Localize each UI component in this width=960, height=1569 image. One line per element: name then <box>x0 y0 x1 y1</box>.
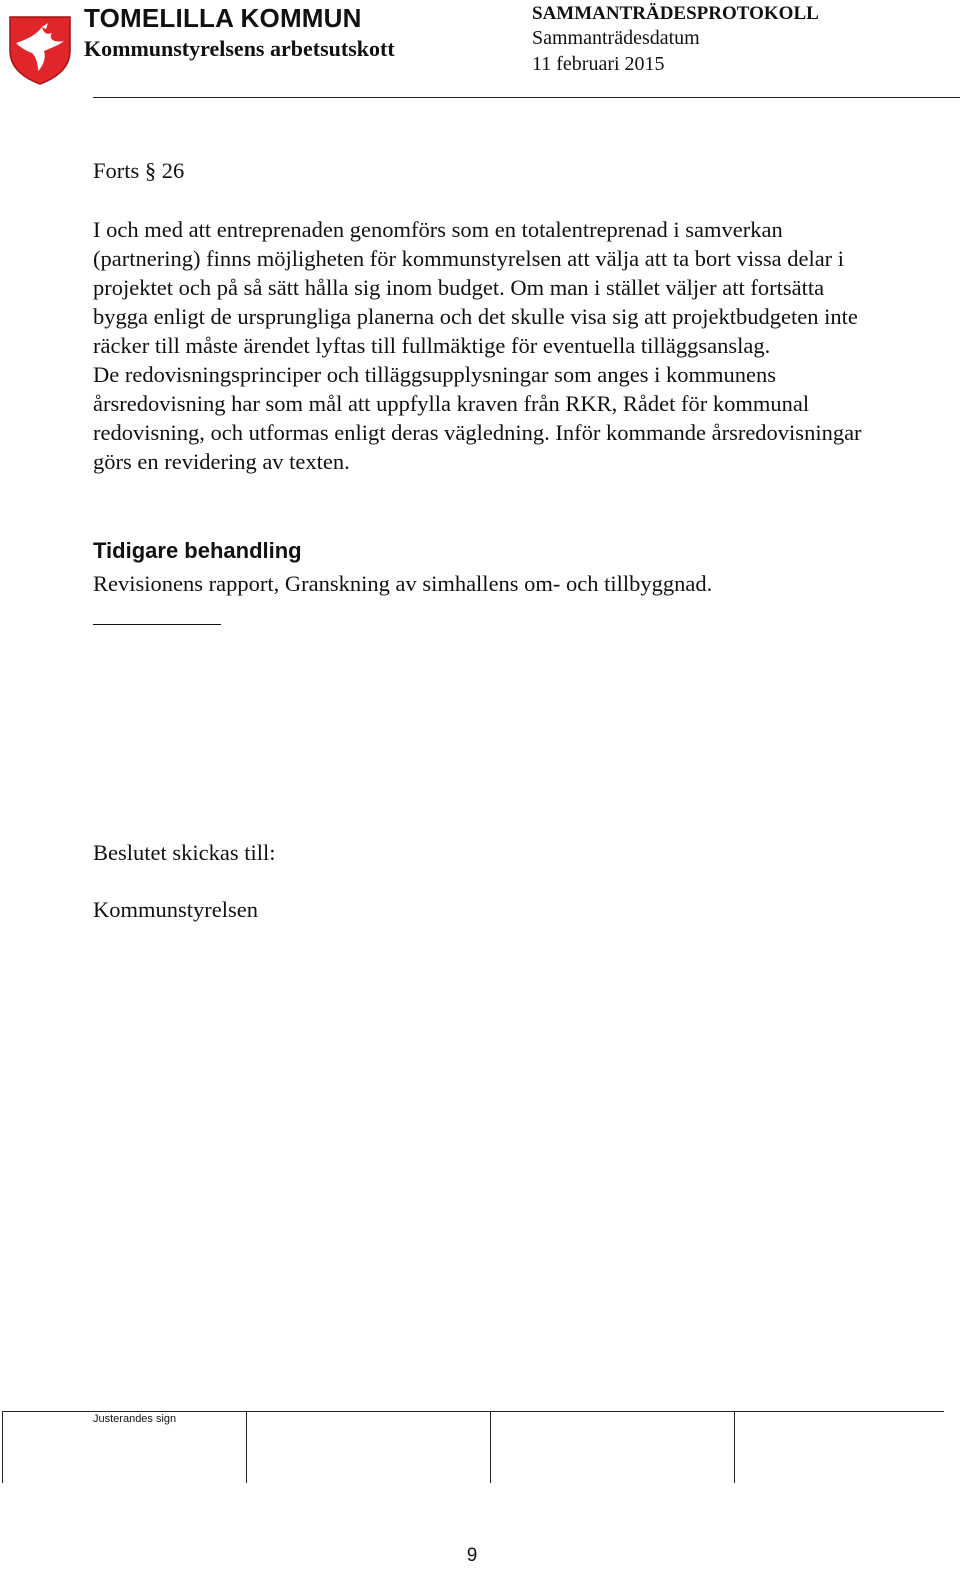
page-number: 9 <box>466 1545 478 1566</box>
organization-name: TOMELILLA KOMMUN <box>84 3 362 33</box>
signature-table-top-border <box>2 1411 944 1412</box>
coat-of-arms-icon <box>8 13 72 85</box>
paragraph-accounting: De redovisningsprinciper och tilläggsupplysningar som anges i kommunens årsredovisning har som mål att uppfylla kraven från RKR, Rådet för kommunal redovisning, och utformas enligt deras vägledning. Inför kommande årsredovisningar görs en revidering av texten. <box>93 362 862 474</box>
decision-recipient: Kommunstyrelsen <box>93 897 258 922</box>
signature-cell-divider <box>734 1411 735 1483</box>
signature-label: Justerandes sign <box>93 1413 177 1425</box>
section-reference: Forts § 26 <box>93 158 185 183</box>
decision-sent-to-label: Beslutet skickas till: <box>93 840 276 865</box>
header-divider <box>93 97 960 98</box>
document-type: SAMMANTRÄDESPROTOKOLL <box>532 3 819 24</box>
signature-cell-divider <box>2 1411 3 1483</box>
paragraph-partnering: I och med att entreprenaden genomförs som en totalentreprenad i samverkan (partnering) finns möjligheten för kommunstyrelsen att välja att ta bort vissa delar i projektet och på så sätt hålla sig inom budget. Om man i stället väljer att fortsätta bygga enligt de ursprungliga planerna och det skulle visa sig att projektbudgeten inte räcker till måste ärendet lyftas till fullmäktige för eventuella tilläggsanslag. <box>93 217 858 358</box>
signature-cell-divider <box>490 1411 491 1483</box>
organization-unit: Kommunstyrelsens arbetsutskott <box>84 36 395 61</box>
signature-cell-divider <box>246 1411 247 1483</box>
body-text <box>93 215 873 476</box>
prior-handling-heading: Tidigare behandling <box>93 538 302 563</box>
prior-handling-text: Revisionens rapport, Granskning av simhallens om- och tillbyggnad. <box>93 571 713 596</box>
meeting-date-value: 11 februari 2015 <box>532 53 665 75</box>
meeting-date-label: Sammanträdesdatum <box>532 27 700 49</box>
section-end-divider <box>93 624 221 625</box>
